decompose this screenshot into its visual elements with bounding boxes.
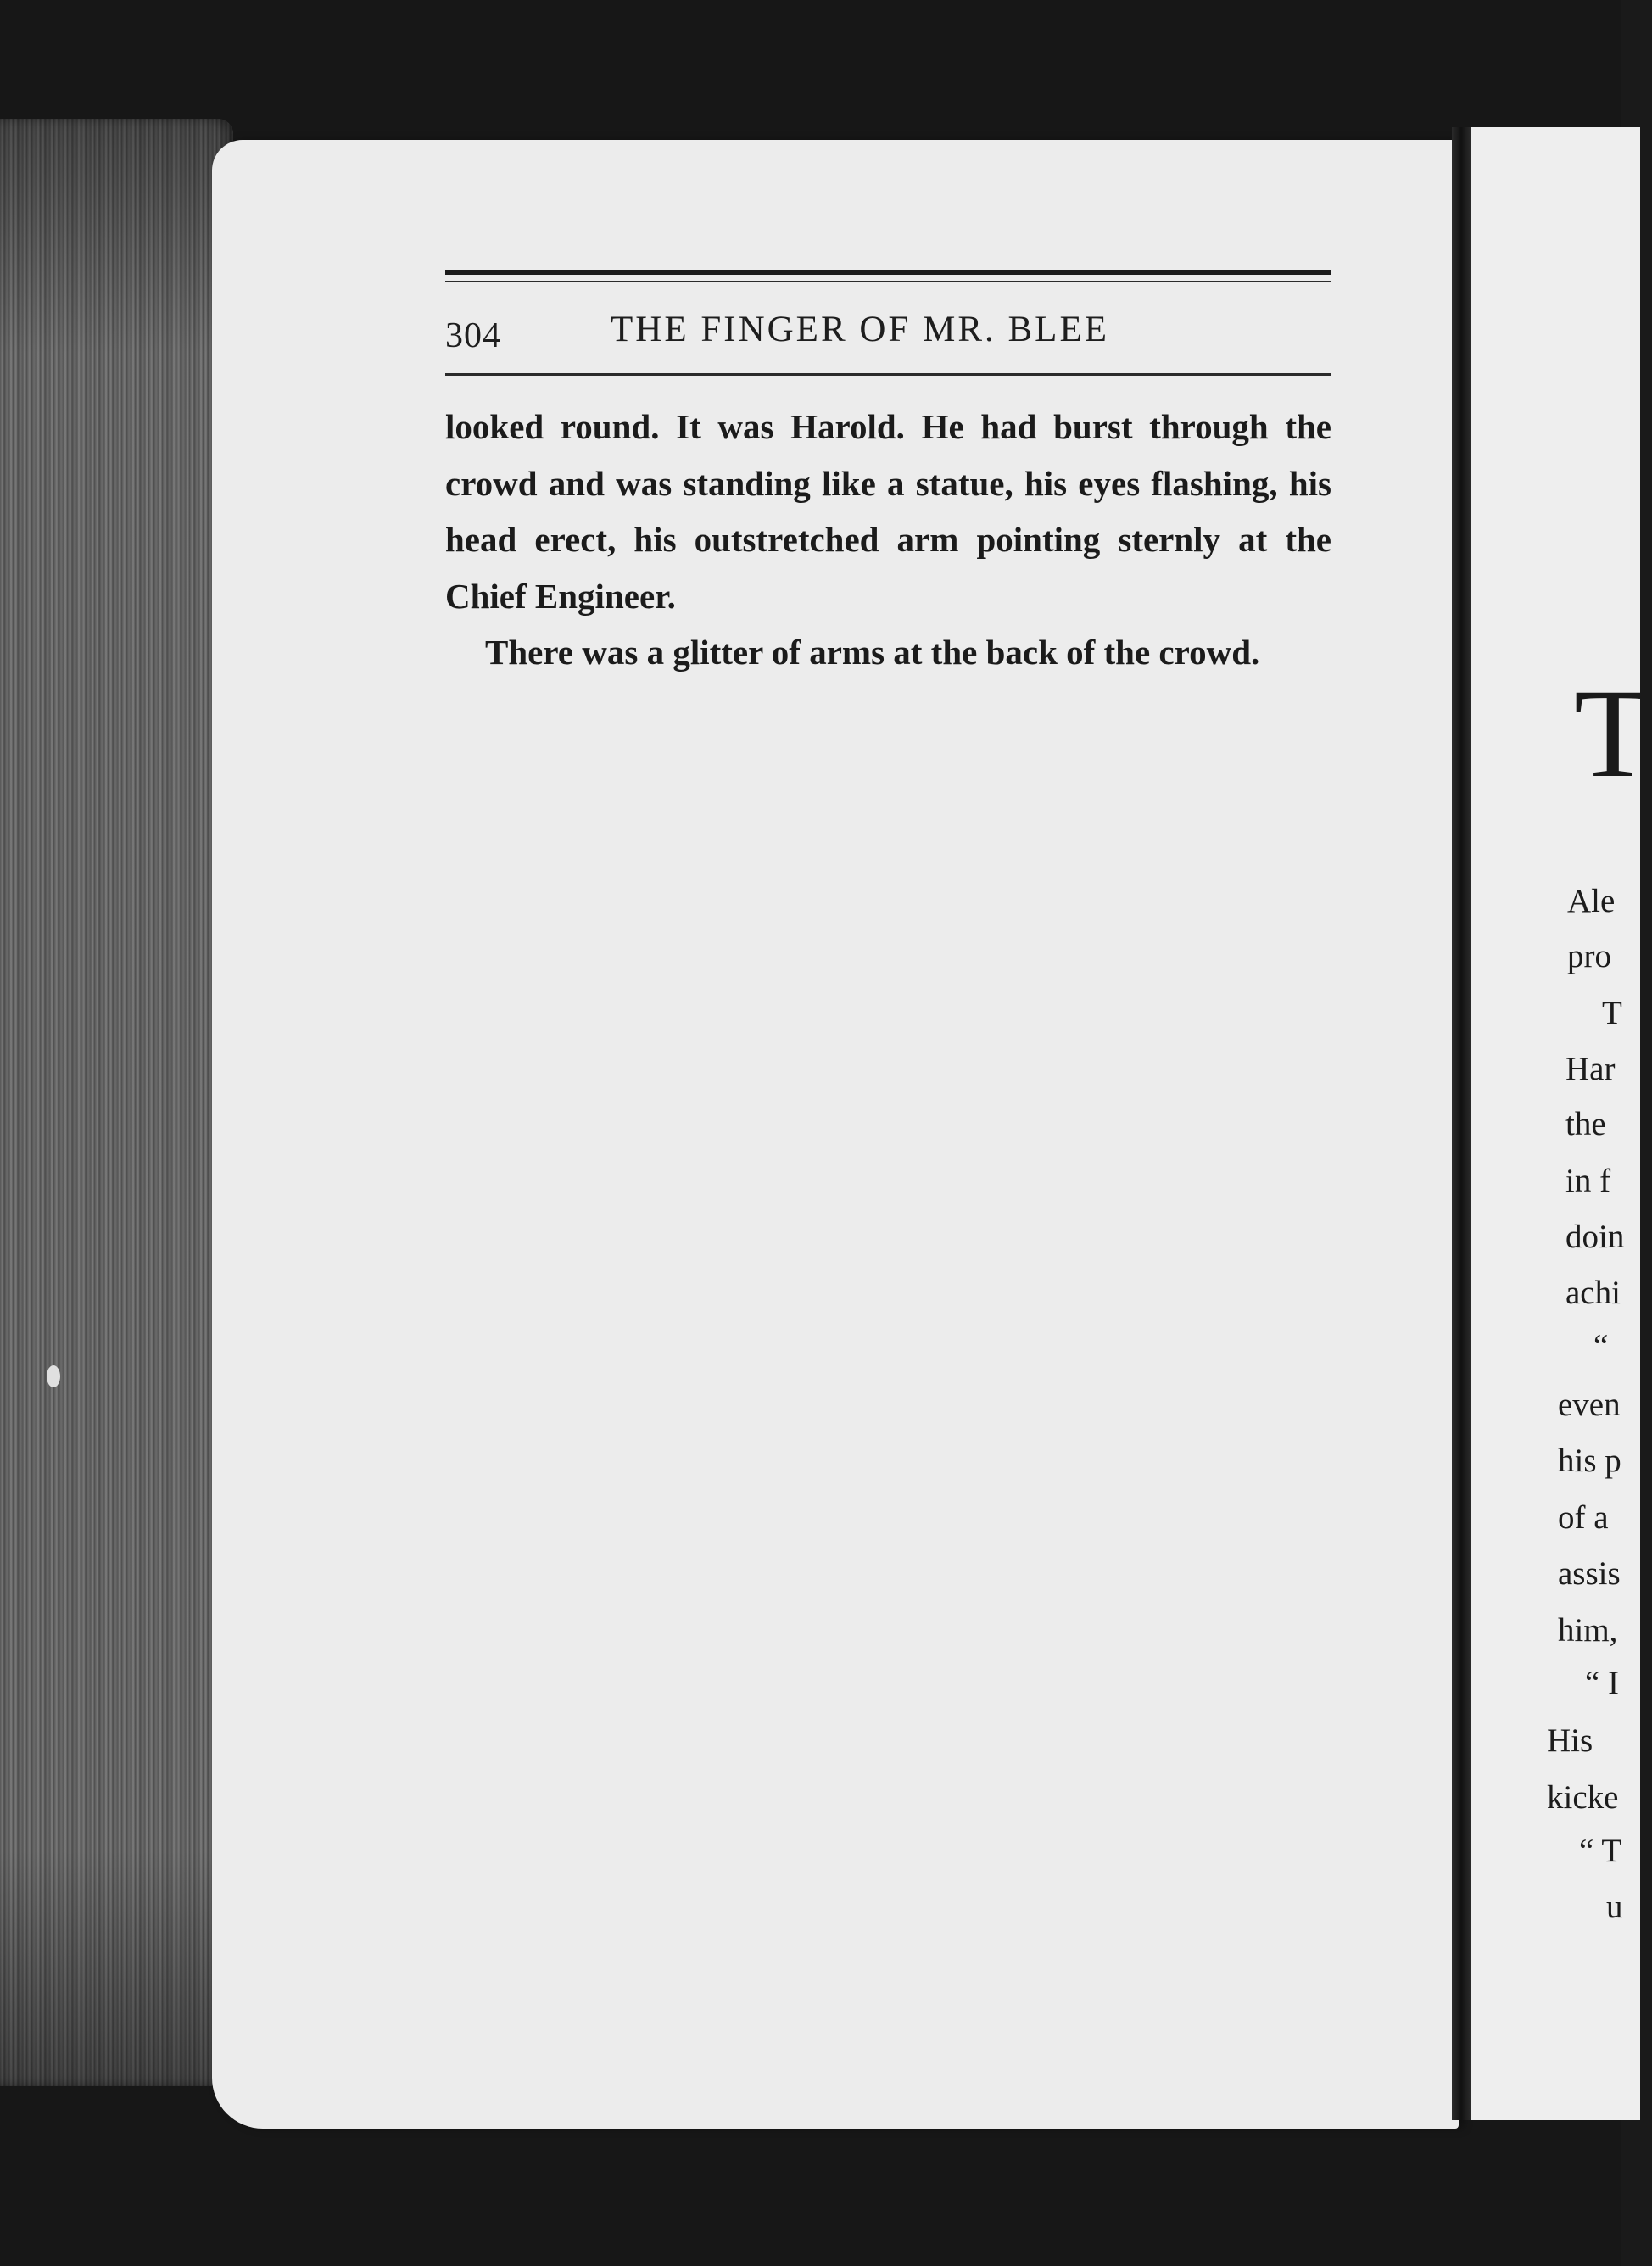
text-fragment: pro: [1567, 938, 1611, 974]
text-fragment: kicke: [1547, 1779, 1619, 1816]
text-fragment: “ I: [1585, 1665, 1620, 1701]
text-fragment: Ale: [1567, 883, 1616, 919]
text-fragment: “ T: [1579, 1833, 1622, 1869]
paragraph: looked round. It was Harold. He had burst through the crowd and was standing like a statue, his eyes flashing, his head erect, his outstretched arm pointing sternly at the Chief Engineer.: [445, 407, 1331, 616]
text-fragment: assis: [1558, 1555, 1621, 1592]
paper-speck: [47, 1365, 60, 1387]
text-fragment: T: [1602, 995, 1622, 1031]
body-text: [445, 399, 1331, 681]
running-title: THE FINGER OF MR. BLEE: [611, 310, 1109, 349]
text-fragment: “: [1593, 1328, 1609, 1365]
header-rule-top: [445, 270, 1331, 275]
text-fragment: doin: [1565, 1219, 1625, 1255]
header-rule-thin: [445, 281, 1331, 282]
text-fragment: even: [1558, 1387, 1621, 1423]
text-fragment: Har: [1565, 1051, 1616, 1087]
drop-initial: T: [1574, 663, 1652, 804]
text-fragment: the: [1565, 1106, 1606, 1142]
header-rule-bottom: [445, 373, 1331, 376]
text-fragment: in f: [1565, 1163, 1611, 1199]
text-fragment: achi: [1565, 1275, 1621, 1311]
text-fragment: his p: [1558, 1443, 1621, 1479]
text-fragment: His: [1547, 1722, 1593, 1759]
page-number: 304: [445, 316, 501, 355]
text-fragment: u: [1606, 1889, 1623, 1925]
paragraph: There was a glitter of arms at the back of the crowd.: [485, 633, 1260, 672]
gutter: [1452, 127, 1471, 2120]
page-edges: [0, 119, 233, 2086]
text-fragment: him,: [1558, 1612, 1618, 1649]
running-head: [445, 305, 1331, 356]
text-fragment: of a: [1558, 1499, 1609, 1536]
right-page: [1471, 127, 1652, 2120]
